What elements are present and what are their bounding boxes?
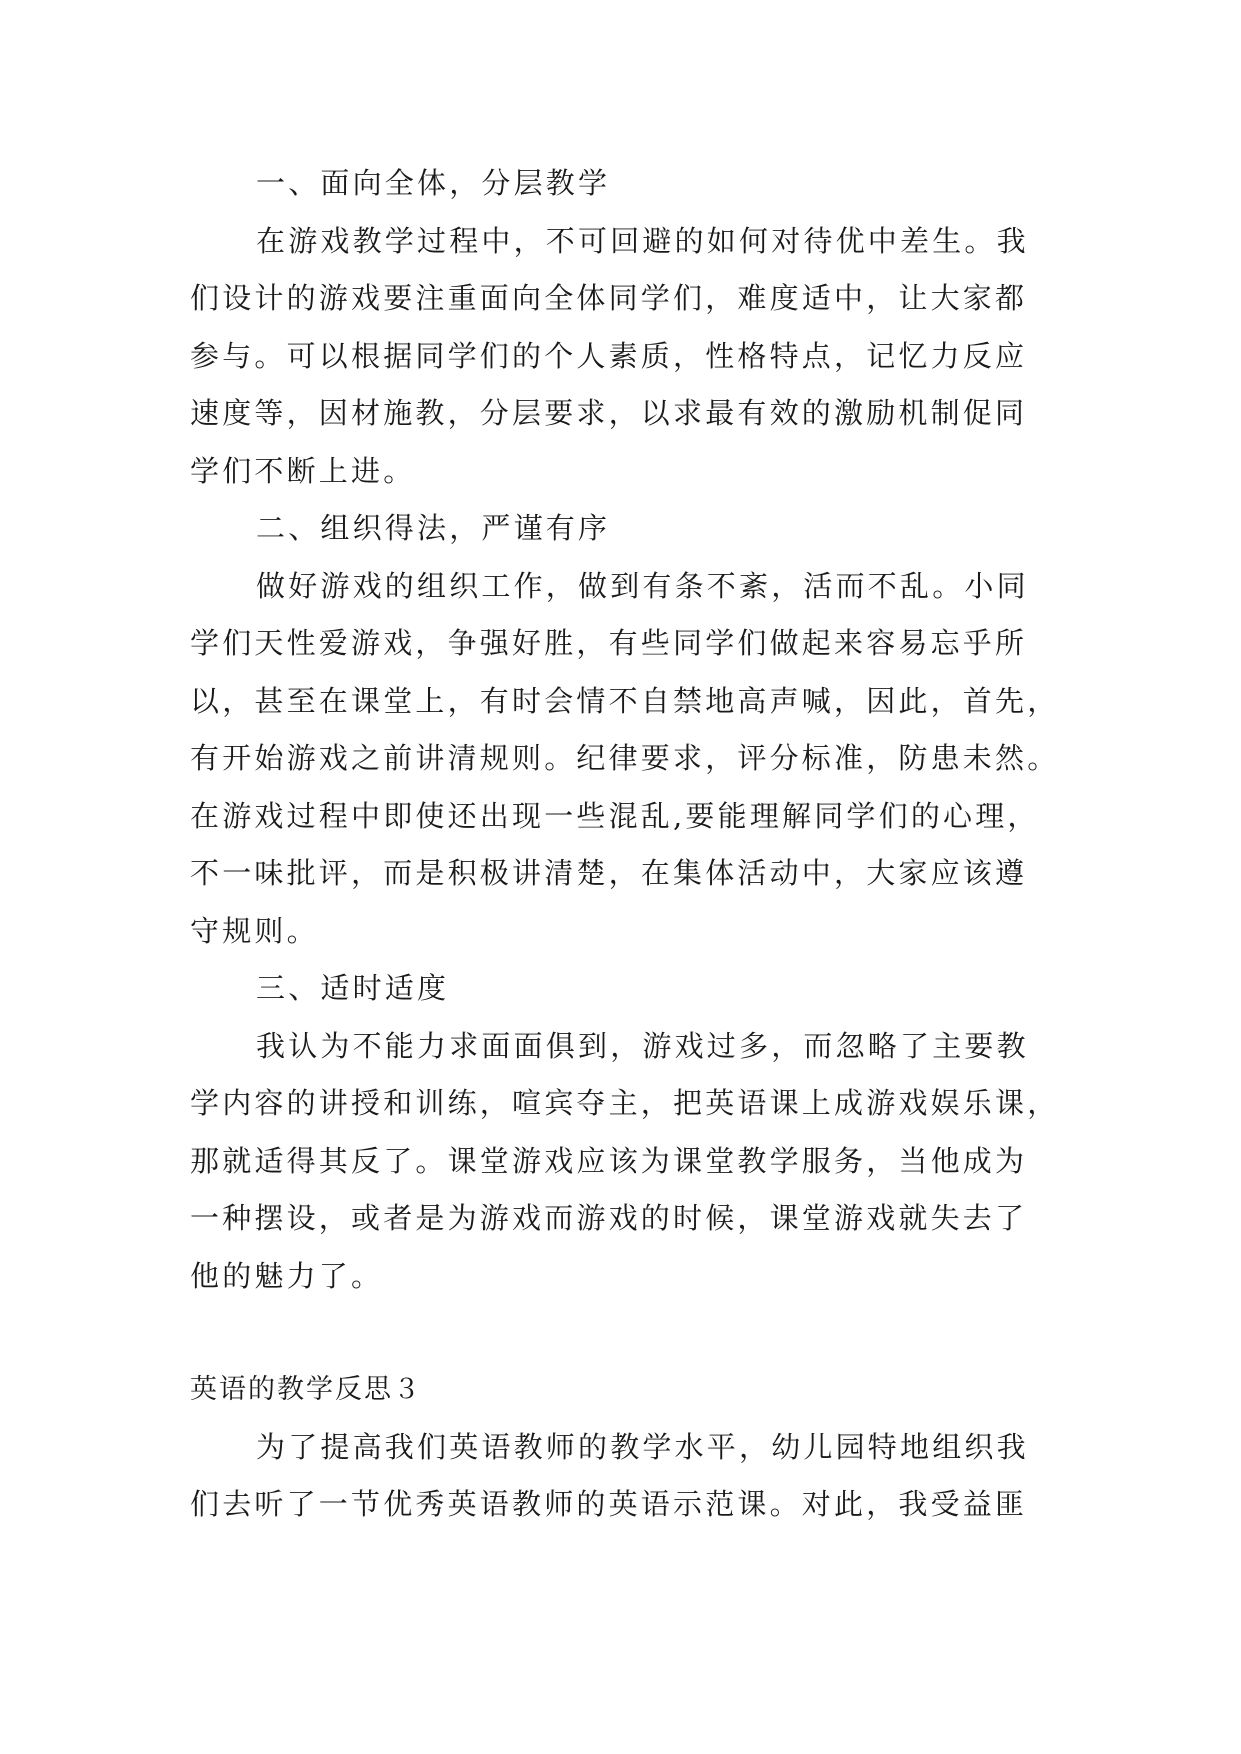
paragraph-line: 有开始游戏之前讲清规则。纪律要求，评分标准，防患未然。: [190, 741, 1060, 775]
article-title: 英语的教学反思３: [190, 1374, 422, 1405]
paragraph-line: 他的魅力了。: [190, 1258, 384, 1293]
paragraph-line: 一种摆设，或者是为游戏而游戏的时候，课堂游戏就失去了: [190, 1201, 1028, 1235]
paragraph-line: 以，甚至在课堂上，有时会情不自禁地高声喊，因此，首先，: [190, 683, 1060, 718]
paragraph-line: 学们不断上进。: [190, 453, 416, 488]
section-spacer: [190, 1305, 1050, 1361]
paragraph-line: 不一味批评，而是积极讲清楚，在集体活动中，大家应该遵: [190, 856, 1028, 890]
paragraph-line: 们设计的游戏要注重面向全体同学们，难度适中，让大家都: [190, 281, 1028, 315]
section-heading: 一、面向全体，分层教学: [256, 166, 611, 200]
paragraph-line: 学们天性爱游戏，争强好胜，有些同学们做起来容易忘乎所: [190, 626, 1028, 660]
paragraph-line: 为了提高我们英语教师的教学水平，幼儿园特地组织我: [256, 1429, 1029, 1464]
paragraph-line: 在游戏教学过程中，不可回避的如何对待优中差生。我: [256, 223, 1029, 258]
paragraph-line: 我认为不能力求面面俱到，游戏过多，而忽略了主要教: [256, 1028, 1029, 1063]
paragraph-line: 学内容的讲授和训练，喧宾夺主，把英语课上成游戏娱乐课，: [190, 1086, 1060, 1120]
section-heading: 三、适时适度: [256, 971, 450, 1005]
paragraph-line: 在游戏过程中即使还出现一些混乱,要能理解同学们的心理，: [190, 798, 1040, 833]
section-heading: 二、组织得法，严谨有序: [256, 511, 611, 545]
paragraph-line: 守规则。: [190, 913, 319, 948]
paragraph-line: 做好游戏的组织工作，做到有条不紊，活而不乱。小同: [256, 568, 1029, 603]
paragraph-line: 速度等，因材施教，分层要求，以求最有效的激励机制促同: [190, 396, 1028, 430]
paragraph-line: 参与。可以根据同学们的个人素质，性格特点，记忆力反应: [190, 338, 1028, 373]
paragraph-line: 那就适得其反了。课堂游戏应该为课堂教学服务，当他成为: [190, 1143, 1028, 1178]
document-page: [190, 155, 1060, 1534]
paragraph-line: 们去听了一节优秀英语教师的英语示范课。对此，我受益匪: [190, 1487, 1028, 1521]
